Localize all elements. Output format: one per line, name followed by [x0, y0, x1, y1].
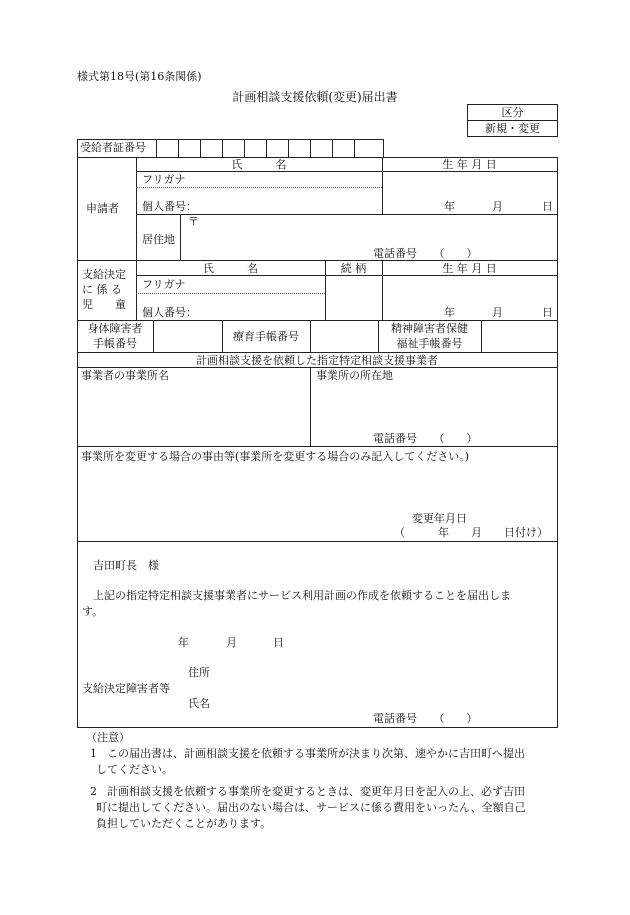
note-2-line-3: 負担していただくことがあります。 — [96, 817, 272, 830]
note-1-number: 1 — [90, 747, 97, 760]
child-birth-day: 日 — [542, 306, 553, 319]
declaration-phone[interactable]: 電話番号 （ ） — [373, 712, 478, 725]
provider-office-name-label: 事業者の事業所名 — [81, 369, 169, 382]
page-title: 計画相談支援依頼(変更)届出書 — [232, 90, 398, 104]
declaration-date-month: 月 — [226, 636, 237, 649]
mental-handbook-label-1: 精神障害者保健 — [391, 322, 468, 335]
kubun-value[interactable]: 新規・変更 — [485, 122, 540, 135]
declaration-address-label: 住所 — [188, 666, 210, 679]
applicant-address-label: 居住地 — [142, 233, 175, 246]
change-date-label: 変更年月日 — [412, 512, 467, 525]
physical-handbook-label-1: 身体障害者 — [87, 322, 143, 335]
declaration-date-day: 日 — [273, 636, 284, 649]
applicant-birth-day: 日 — [542, 200, 553, 213]
applicant-phone[interactable]: 電話番号 （ ） — [373, 247, 478, 260]
change-date-format[interactable]: （ 年 月 日付け） — [394, 526, 548, 539]
applicant-section-label: 申請者 — [86, 202, 119, 215]
child-birth-month: 月 — [492, 306, 503, 319]
recipient-number-label: 受給者証番号 — [80, 141, 146, 154]
form-number: 様式第18号(第16条関係) — [77, 70, 202, 83]
mental-handbook-label-2: 福祉手帳番号 — [396, 337, 463, 350]
declaration-body-2: す。 — [82, 605, 104, 618]
child-relation-header: 続 柄 — [340, 262, 367, 275]
kubun-label: 区分 — [501, 106, 524, 119]
child-name-header: 氏 名 — [203, 262, 258, 275]
child-section-label-2: に 係 る — [82, 283, 122, 296]
note-2-line-1: 計画相談支援を依頼する事業所を変更するときは、変更年月日を記入の上、必ず吉田 — [107, 785, 525, 798]
change-reason-label: 事業所を変更する場合の事由等(事業所を変更する場合のみ記入してください。) — [81, 450, 470, 463]
declaration-body-1: 上記の指定特定相談支援事業者にサービス利用計画の作成を依頼することを届出しま — [93, 589, 511, 602]
declaration-date-year: 年 — [178, 636, 189, 649]
notes-heading: （注意） — [86, 731, 130, 744]
applicant-furigana-label: フリガナ — [142, 173, 186, 186]
applicant-birth-month: 月 — [492, 200, 503, 213]
ryoiku-handbook-label: 療育手帳番号 — [233, 330, 299, 343]
note-1-line-2: してください。 — [96, 763, 173, 776]
applicant-birth-header: 生 年 月 日 — [442, 158, 497, 171]
postal-mark: 〒 — [188, 215, 199, 228]
note-1-line-1: この届出書は、計画相談支援を依頼する事業所が決まり次第、速やかに吉田町へ提出 — [107, 747, 525, 760]
child-birth-header: 生 年 月 日 — [442, 262, 497, 275]
applicant-personal-number-label[interactable]: 個人番号： — [142, 200, 197, 213]
child-personal-number-label[interactable]: 個人番号： — [142, 306, 197, 319]
declaration-person-label: 支給決定障害者等 — [82, 682, 170, 695]
child-furigana-label: フリガナ — [142, 278, 186, 291]
provider-phone[interactable]: 電話番号 （ ） — [373, 432, 478, 445]
note-2-number: 2 — [90, 785, 97, 798]
physical-handbook-label-2: 手帳番号 — [93, 337, 137, 350]
provider-header: 計画相談支援を依頼した指定特定相談支援事業者 — [196, 354, 438, 367]
declaration-addressee: 吉田町長 様 — [93, 559, 159, 572]
child-birth-year: 年 — [444, 306, 455, 319]
child-section-label-1: 支給決定 — [82, 268, 126, 281]
applicant-birth-year: 年 — [444, 200, 455, 213]
child-section-label-3: 児 童 — [82, 298, 126, 311]
applicant-name-header: 氏 名 — [231, 158, 287, 171]
declaration-name-label: 氏名 — [188, 697, 210, 710]
note-2-line-2: 町に提出してください。届出のない場合は、サービスに係る費用をいったん、全額自己 — [96, 801, 526, 814]
provider-office-address-label: 事業所の所在地 — [316, 369, 393, 382]
